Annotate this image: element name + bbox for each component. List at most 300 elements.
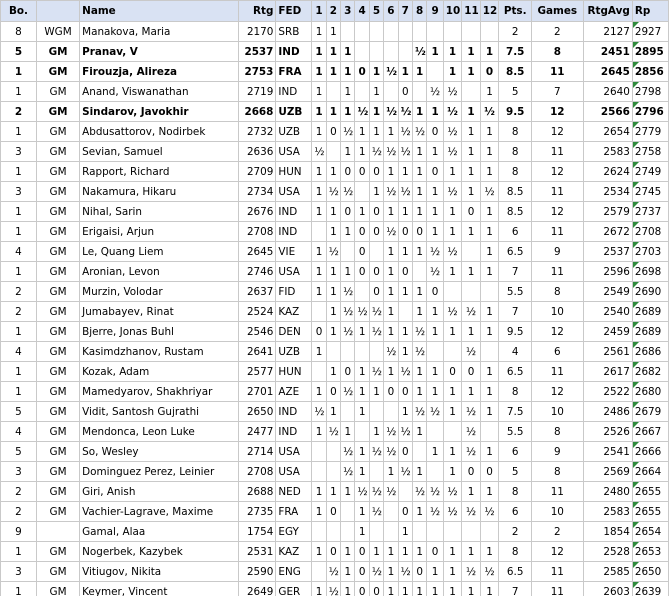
cell-performance-rating: 2679 <box>632 402 668 422</box>
cell-round-9: 0 <box>427 282 443 302</box>
cell-round-1: 1 <box>312 42 326 62</box>
cell-games: 11 <box>532 362 583 382</box>
cell-round-7: 1 <box>398 542 412 562</box>
cell-board: 2 <box>1 482 37 502</box>
cell-round-1: ½ <box>312 142 326 162</box>
cell-rating-average: 2127 <box>583 22 632 42</box>
cell-rating-average: 2672 <box>583 222 632 242</box>
cell-round-8: ½ <box>412 42 426 62</box>
cell-federation: IND <box>276 222 312 242</box>
cell-round-4: 1 <box>355 502 369 522</box>
cell-round-5: ½ <box>369 482 383 502</box>
cell-performance-rating: 2745 <box>632 182 668 202</box>
cell-round-2: ½ <box>326 242 340 262</box>
cell-title: GM <box>36 102 79 122</box>
cell-games: 11 <box>532 562 583 582</box>
cell-round-2: 1 <box>326 322 340 342</box>
cell-round-5: 0 <box>369 282 383 302</box>
header-round-8[interactable]: 8 <box>412 1 426 22</box>
cell-round-9 <box>427 422 443 442</box>
cell-rating-average: 2566 <box>583 102 632 122</box>
header-round-6[interactable]: 6 <box>384 1 398 22</box>
cell-round-2: ½ <box>326 582 340 596</box>
cell-round-2 <box>326 142 340 162</box>
cell-round-9: 1 <box>427 142 443 162</box>
cell-federation: NED <box>276 482 312 502</box>
cell-round-10 <box>443 282 461 302</box>
cell-points: 6 <box>499 502 532 522</box>
cell-round-10: ½ <box>443 502 461 522</box>
table-row[interactable] <box>1 542 669 562</box>
cell-round-11: 1 <box>462 262 480 282</box>
cell-round-5: ½ <box>369 442 383 462</box>
cell-federation: SRB <box>276 22 312 42</box>
cell-name[interactable]: Murzin, Volodar <box>80 282 239 302</box>
cell-rating-average: 2583 <box>583 502 632 522</box>
cell-round-5 <box>369 42 383 62</box>
cell-title: GM <box>36 382 79 402</box>
cell-name[interactable]: Vidit, Santosh Gujrathi <box>80 402 239 422</box>
cell-round-2: 1 <box>326 22 340 42</box>
cell-name[interactable]: Abdusattorov, Nodirbek <box>80 122 239 142</box>
cell-name[interactable]: Rapport, Richard <box>80 162 239 182</box>
header-games[interactable]: Games <box>532 1 583 22</box>
cell-name[interactable]: Dominguez Perez, Leinier <box>80 462 239 482</box>
cell-title: GM <box>36 562 79 582</box>
cell-name[interactable]: Nogerbek, Kazybek <box>80 542 239 562</box>
cell-round-5: 0 <box>369 202 383 222</box>
cell-round-1 <box>312 562 326 582</box>
cell-performance-rating: 2798 <box>632 82 668 102</box>
cell-federation: UZB <box>276 102 312 122</box>
cell-rating: 2688 <box>239 482 276 502</box>
cell-name[interactable]: Vitiugov, Nikita <box>80 562 239 582</box>
cell-points: 8 <box>499 382 532 402</box>
cell-name[interactable]: Firouzja, Alireza <box>80 62 239 82</box>
header-federation[interactable]: FED <box>276 1 312 22</box>
cell-title: GM <box>36 462 79 482</box>
cell-round-7: 1 <box>398 282 412 302</box>
cell-round-9: 1 <box>427 362 443 382</box>
cell-round-8: ½ <box>412 342 426 362</box>
header-round-9[interactable]: 9 <box>427 1 443 22</box>
cell-name[interactable]: Giri, Anish <box>80 482 239 502</box>
cell-games: 6 <box>532 342 583 362</box>
cell-rating: 2709 <box>239 162 276 182</box>
cell-rating: 2636 <box>239 142 276 162</box>
cell-round-10 <box>443 422 461 442</box>
cell-name[interactable]: Mamedyarov, Shakhriyar <box>80 382 239 402</box>
cell-board: 8 <box>1 22 37 42</box>
cell-name[interactable]: Erigaisi, Arjun <box>80 222 239 242</box>
cell-board: 5 <box>1 42 37 62</box>
header-name[interactable]: Name <box>80 1 239 22</box>
cell-title: GM <box>36 302 79 322</box>
cell-round-5: 1 <box>369 382 383 402</box>
cell-name[interactable]: Anand, Viswanathan <box>80 82 239 102</box>
cell-round-2: 1 <box>326 222 340 242</box>
header-title[interactable] <box>36 1 79 22</box>
header-round-12[interactable]: 12 <box>480 1 498 22</box>
cell-round-11 <box>462 282 480 302</box>
cell-round-2: 1 <box>326 42 340 62</box>
cell-round-9: 0 <box>427 542 443 562</box>
cell-name[interactable]: Jumabayev, Rinat <box>80 302 239 322</box>
cell-round-12: 1 <box>480 582 498 596</box>
cell-round-1: 1 <box>312 162 326 182</box>
cell-round-1 <box>312 222 326 242</box>
cell-round-3: 0 <box>341 162 355 182</box>
table-row[interactable] <box>1 462 669 482</box>
table-row[interactable] <box>1 342 669 362</box>
cell-rating: 2637 <box>239 282 276 302</box>
cell-round-4: 1 <box>355 442 369 462</box>
cell-games: 7 <box>532 82 583 102</box>
cell-name[interactable]: Gamal, Alaa <box>80 522 239 542</box>
cell-title: GM <box>36 122 79 142</box>
table-row[interactable] <box>1 142 669 162</box>
cell-name[interactable]: Aronian, Levon <box>80 262 239 282</box>
cell-round-4: 1 <box>355 322 369 342</box>
header-round-5[interactable]: 5 <box>369 1 383 22</box>
cell-performance-rating: 2703 <box>632 242 668 262</box>
cell-performance-rating: 2758 <box>632 142 668 162</box>
cell-federation: FRA <box>276 62 312 82</box>
cell-name[interactable]: Nihal, Sarin <box>80 202 239 222</box>
cell-round-10 <box>443 22 461 42</box>
header-round-10[interactable]: 10 <box>443 1 461 22</box>
header-round-3[interactable]: 3 <box>341 1 355 22</box>
cell-federation: UZB <box>276 342 312 362</box>
cell-board: 4 <box>1 342 37 362</box>
table-row[interactable] <box>1 442 669 462</box>
table-row[interactable] <box>1 62 669 82</box>
cell-round-7 <box>398 482 412 502</box>
cell-round-6: ½ <box>384 422 398 442</box>
cell-round-4 <box>355 182 369 202</box>
cell-round-9: 1 <box>427 222 443 242</box>
cell-points: 8 <box>499 162 532 182</box>
cell-round-1: 1 <box>312 242 326 262</box>
table-row[interactable] <box>1 162 669 182</box>
cell-round-10: 1 <box>443 462 461 482</box>
cell-rating: 2546 <box>239 322 276 342</box>
table-row[interactable] <box>1 302 669 322</box>
cell-round-12: 1 <box>480 262 498 282</box>
cell-round-6: 1 <box>384 162 398 182</box>
cell-performance-rating: 2654 <box>632 522 668 542</box>
cell-title: GM <box>36 322 79 342</box>
cell-name[interactable]: Vachier-Lagrave, Maxime <box>80 502 239 522</box>
cell-round-3 <box>341 242 355 262</box>
cell-federation: KAZ <box>276 542 312 562</box>
cell-round-12 <box>480 282 498 302</box>
cell-federation: HUN <box>276 362 312 382</box>
cell-round-8: ½ <box>412 482 426 502</box>
cell-title: GM <box>36 502 79 522</box>
cell-round-10: 1 <box>443 442 461 462</box>
cell-board: 1 <box>1 262 37 282</box>
cell-round-3: ½ <box>341 382 355 402</box>
cell-round-8 <box>412 22 426 42</box>
cell-round-9: 1 <box>427 382 443 402</box>
cell-round-9 <box>427 62 443 82</box>
header-round-7[interactable]: 7 <box>398 1 412 22</box>
cell-title: GM <box>36 542 79 562</box>
cell-round-5: ½ <box>369 322 383 342</box>
cell-name[interactable]: Bjerre, Jonas Buhl <box>80 322 239 342</box>
cell-round-1 <box>312 302 326 322</box>
cell-round-2: 1 <box>326 162 340 182</box>
cell-round-8: 1 <box>412 582 426 596</box>
cell-round-1: 1 <box>312 482 326 502</box>
cell-round-7: ½ <box>398 182 412 202</box>
table-row[interactable] <box>1 182 669 202</box>
cell-rating-average: 2540 <box>583 302 632 322</box>
header-round-1[interactable]: 1 <box>312 1 326 22</box>
cell-board: 1 <box>1 382 37 402</box>
cell-round-7: ½ <box>398 562 412 582</box>
cell-federation: DEN <box>276 322 312 342</box>
cell-performance-rating: 2895 <box>632 42 668 62</box>
cell-round-6: 1 <box>384 542 398 562</box>
cell-name[interactable]: Mendonca, Leon Luke <box>80 422 239 442</box>
table-row[interactable] <box>1 222 669 242</box>
cell-federation: USA <box>276 142 312 162</box>
cell-round-9: 1 <box>427 102 443 122</box>
cell-title: GM <box>36 402 79 422</box>
cell-rating: 2668 <box>239 102 276 122</box>
table-row[interactable] <box>1 482 669 502</box>
cell-round-3: 1 <box>341 42 355 62</box>
cell-round-1: 1 <box>312 382 326 402</box>
table-row[interactable] <box>1 262 669 282</box>
cell-round-3: 0 <box>341 202 355 222</box>
header-round-11[interactable]: 11 <box>462 1 480 22</box>
cell-board: 4 <box>1 242 37 262</box>
cell-round-8: ½ <box>412 122 426 142</box>
cell-round-12: 0 <box>480 462 498 482</box>
cell-performance-rating: 2686 <box>632 342 668 362</box>
cell-rating: 2645 <box>239 242 276 262</box>
cell-board: 1 <box>1 62 37 82</box>
table-row[interactable] <box>1 422 669 442</box>
cell-round-2: 1 <box>326 62 340 82</box>
cell-board: 2 <box>1 282 37 302</box>
cell-round-3: 1 <box>341 582 355 596</box>
cell-round-7: 0 <box>398 442 412 462</box>
cell-name[interactable]: Nakamura, Hikaru <box>80 182 239 202</box>
cell-round-9: 1 <box>427 302 443 322</box>
cell-rating: 2477 <box>239 422 276 442</box>
cell-name[interactable]: So, Wesley <box>80 442 239 462</box>
cell-round-9: 1 <box>427 42 443 62</box>
cell-rating-average: 2640 <box>583 82 632 102</box>
cell-round-7: 1 <box>398 202 412 222</box>
cell-round-5: 0 <box>369 582 383 596</box>
table-row[interactable] <box>1 22 669 42</box>
cell-round-4: 1 <box>355 462 369 482</box>
cell-round-10: ½ <box>443 302 461 322</box>
cell-round-6: 1 <box>384 582 398 596</box>
cell-federation: UZB <box>276 122 312 142</box>
cell-rating: 2590 <box>239 562 276 582</box>
cell-round-8: 1 <box>412 102 426 122</box>
table-row[interactable] <box>1 122 669 142</box>
cell-federation: FRA <box>276 502 312 522</box>
table-row[interactable] <box>1 282 669 302</box>
cell-round-10: 1 <box>443 542 461 562</box>
cell-name[interactable]: Sevian, Samuel <box>80 142 239 162</box>
cell-round-11: 0 <box>462 362 480 382</box>
cell-board: 1 <box>1 82 37 102</box>
cell-points: 6.5 <box>499 242 532 262</box>
cell-name[interactable]: Manakova, Maria <box>80 22 239 42</box>
cell-round-6 <box>384 522 398 542</box>
cell-round-6: 0 <box>384 382 398 402</box>
cell-round-10: 1 <box>443 382 461 402</box>
cell-federation: VIE <box>276 242 312 262</box>
cell-points: 6.5 <box>499 362 532 382</box>
table-row[interactable] <box>1 42 669 62</box>
cell-rating-average: 2459 <box>583 322 632 342</box>
cell-round-8: 1 <box>412 242 426 262</box>
cell-round-11: ½ <box>462 402 480 422</box>
cell-round-6: 1 <box>384 202 398 222</box>
cell-round-8: 1 <box>412 362 426 382</box>
cell-round-4: 0 <box>355 562 369 582</box>
cell-round-4: 0 <box>355 542 369 562</box>
cell-round-12: ½ <box>480 502 498 522</box>
cell-name[interactable]: Pranav, V <box>80 42 239 62</box>
cell-name[interactable]: Le, Quang Liem <box>80 242 239 262</box>
cell-name[interactable]: Kasimdzhanov, Rustam <box>80 342 239 362</box>
cell-title: GM <box>36 202 79 222</box>
cell-round-11 <box>462 82 480 102</box>
cell-round-4 <box>355 422 369 442</box>
cell-round-11: 1 <box>462 222 480 242</box>
header-points[interactable]: Pts. <box>499 1 532 22</box>
cell-round-11: 1 <box>462 482 480 502</box>
table-row[interactable] <box>1 402 669 422</box>
table-row[interactable] <box>1 102 669 122</box>
cell-round-7: 1 <box>398 162 412 182</box>
cell-round-3: 1 <box>341 482 355 502</box>
cell-round-4: 1 <box>355 522 369 542</box>
header-round-2[interactable]: 2 <box>326 1 340 22</box>
table-row[interactable] <box>1 582 669 596</box>
cell-round-10: ½ <box>443 122 461 142</box>
table-row[interactable] <box>1 242 669 262</box>
cell-round-12: 1 <box>480 482 498 502</box>
cell-name[interactable]: Keymer, Vincent <box>80 582 239 596</box>
cell-rating: 1754 <box>239 522 276 542</box>
cell-board: 4 <box>1 422 37 442</box>
cell-round-9: ½ <box>427 502 443 522</box>
cell-round-2 <box>326 82 340 102</box>
cell-round-2: 0 <box>326 122 340 142</box>
cell-round-7: 0 <box>398 222 412 242</box>
header-rating[interactable]: Rtg <box>239 1 276 22</box>
cell-games: 11 <box>532 142 583 162</box>
cell-round-10: ½ <box>443 242 461 262</box>
cell-round-10: 1 <box>443 582 461 596</box>
cell-points: 8 <box>499 542 532 562</box>
table-row[interactable] <box>1 362 669 382</box>
cell-performance-rating: 2698 <box>632 262 668 282</box>
table-row[interactable] <box>1 202 669 222</box>
table-row[interactable] <box>1 562 669 582</box>
table-row[interactable] <box>1 82 669 102</box>
cell-points: 5.5 <box>499 422 532 442</box>
cell-round-11: 1 <box>462 182 480 202</box>
cell-round-8 <box>412 82 426 102</box>
cell-round-9: 0 <box>427 122 443 142</box>
cell-board: 3 <box>1 562 37 582</box>
cell-round-12: 0 <box>480 62 498 82</box>
cell-round-7: 1 <box>398 402 412 422</box>
cell-round-6: ½ <box>384 482 398 502</box>
cell-round-11 <box>462 22 480 42</box>
cell-round-1: 1 <box>312 582 326 596</box>
cell-board: 1 <box>1 162 37 182</box>
cell-round-9: ½ <box>427 262 443 282</box>
cell-rating: 2641 <box>239 342 276 362</box>
cell-performance-rating: 2856 <box>632 62 668 82</box>
cell-round-1: 1 <box>312 182 326 202</box>
cell-round-6: 1 <box>384 562 398 582</box>
cell-round-12: 1 <box>480 382 498 402</box>
cell-performance-rating: 2650 <box>632 562 668 582</box>
cell-round-3: 1 <box>341 142 355 162</box>
cell-name[interactable]: Kozak, Adam <box>80 362 239 382</box>
cell-title: WGM <box>36 22 79 42</box>
cell-round-10: ½ <box>443 482 461 502</box>
cell-rating-average: 2617 <box>583 362 632 382</box>
cell-games: 2 <box>532 22 583 42</box>
cell-board: 3 <box>1 182 37 202</box>
cell-round-10: 1 <box>443 202 461 222</box>
header-round-4[interactable]: 4 <box>355 1 369 22</box>
header-board[interactable]: Bo. <box>1 1 37 22</box>
cell-round-7: 1 <box>398 242 412 262</box>
header-performance-rating[interactable]: Rp <box>632 1 668 22</box>
cell-points: 7 <box>499 262 532 282</box>
cell-round-6: 1 <box>384 242 398 262</box>
cell-games: 12 <box>532 122 583 142</box>
cell-round-5 <box>369 22 383 42</box>
table-row[interactable] <box>1 522 669 542</box>
cell-round-12: 1 <box>480 162 498 182</box>
cell-round-11: ½ <box>462 302 480 322</box>
table-row[interactable] <box>1 382 669 402</box>
cell-round-6 <box>384 82 398 102</box>
cell-points: 7.5 <box>499 402 532 422</box>
cell-federation: IND <box>276 202 312 222</box>
cell-title: GM <box>36 82 79 102</box>
cell-points: 5 <box>499 82 532 102</box>
cell-title: GM <box>36 282 79 302</box>
cell-games: 8 <box>532 422 583 442</box>
table-row[interactable] <box>1 502 669 522</box>
header-rating-average[interactable]: RtgAvg <box>583 1 632 22</box>
cell-round-5: ½ <box>369 502 383 522</box>
cell-round-3: ½ <box>341 462 355 482</box>
table-row[interactable] <box>1 322 669 342</box>
cell-rating: 2524 <box>239 302 276 322</box>
cell-name[interactable]: Sindarov, Javokhir <box>80 102 239 122</box>
cell-points: 2 <box>499 22 532 42</box>
